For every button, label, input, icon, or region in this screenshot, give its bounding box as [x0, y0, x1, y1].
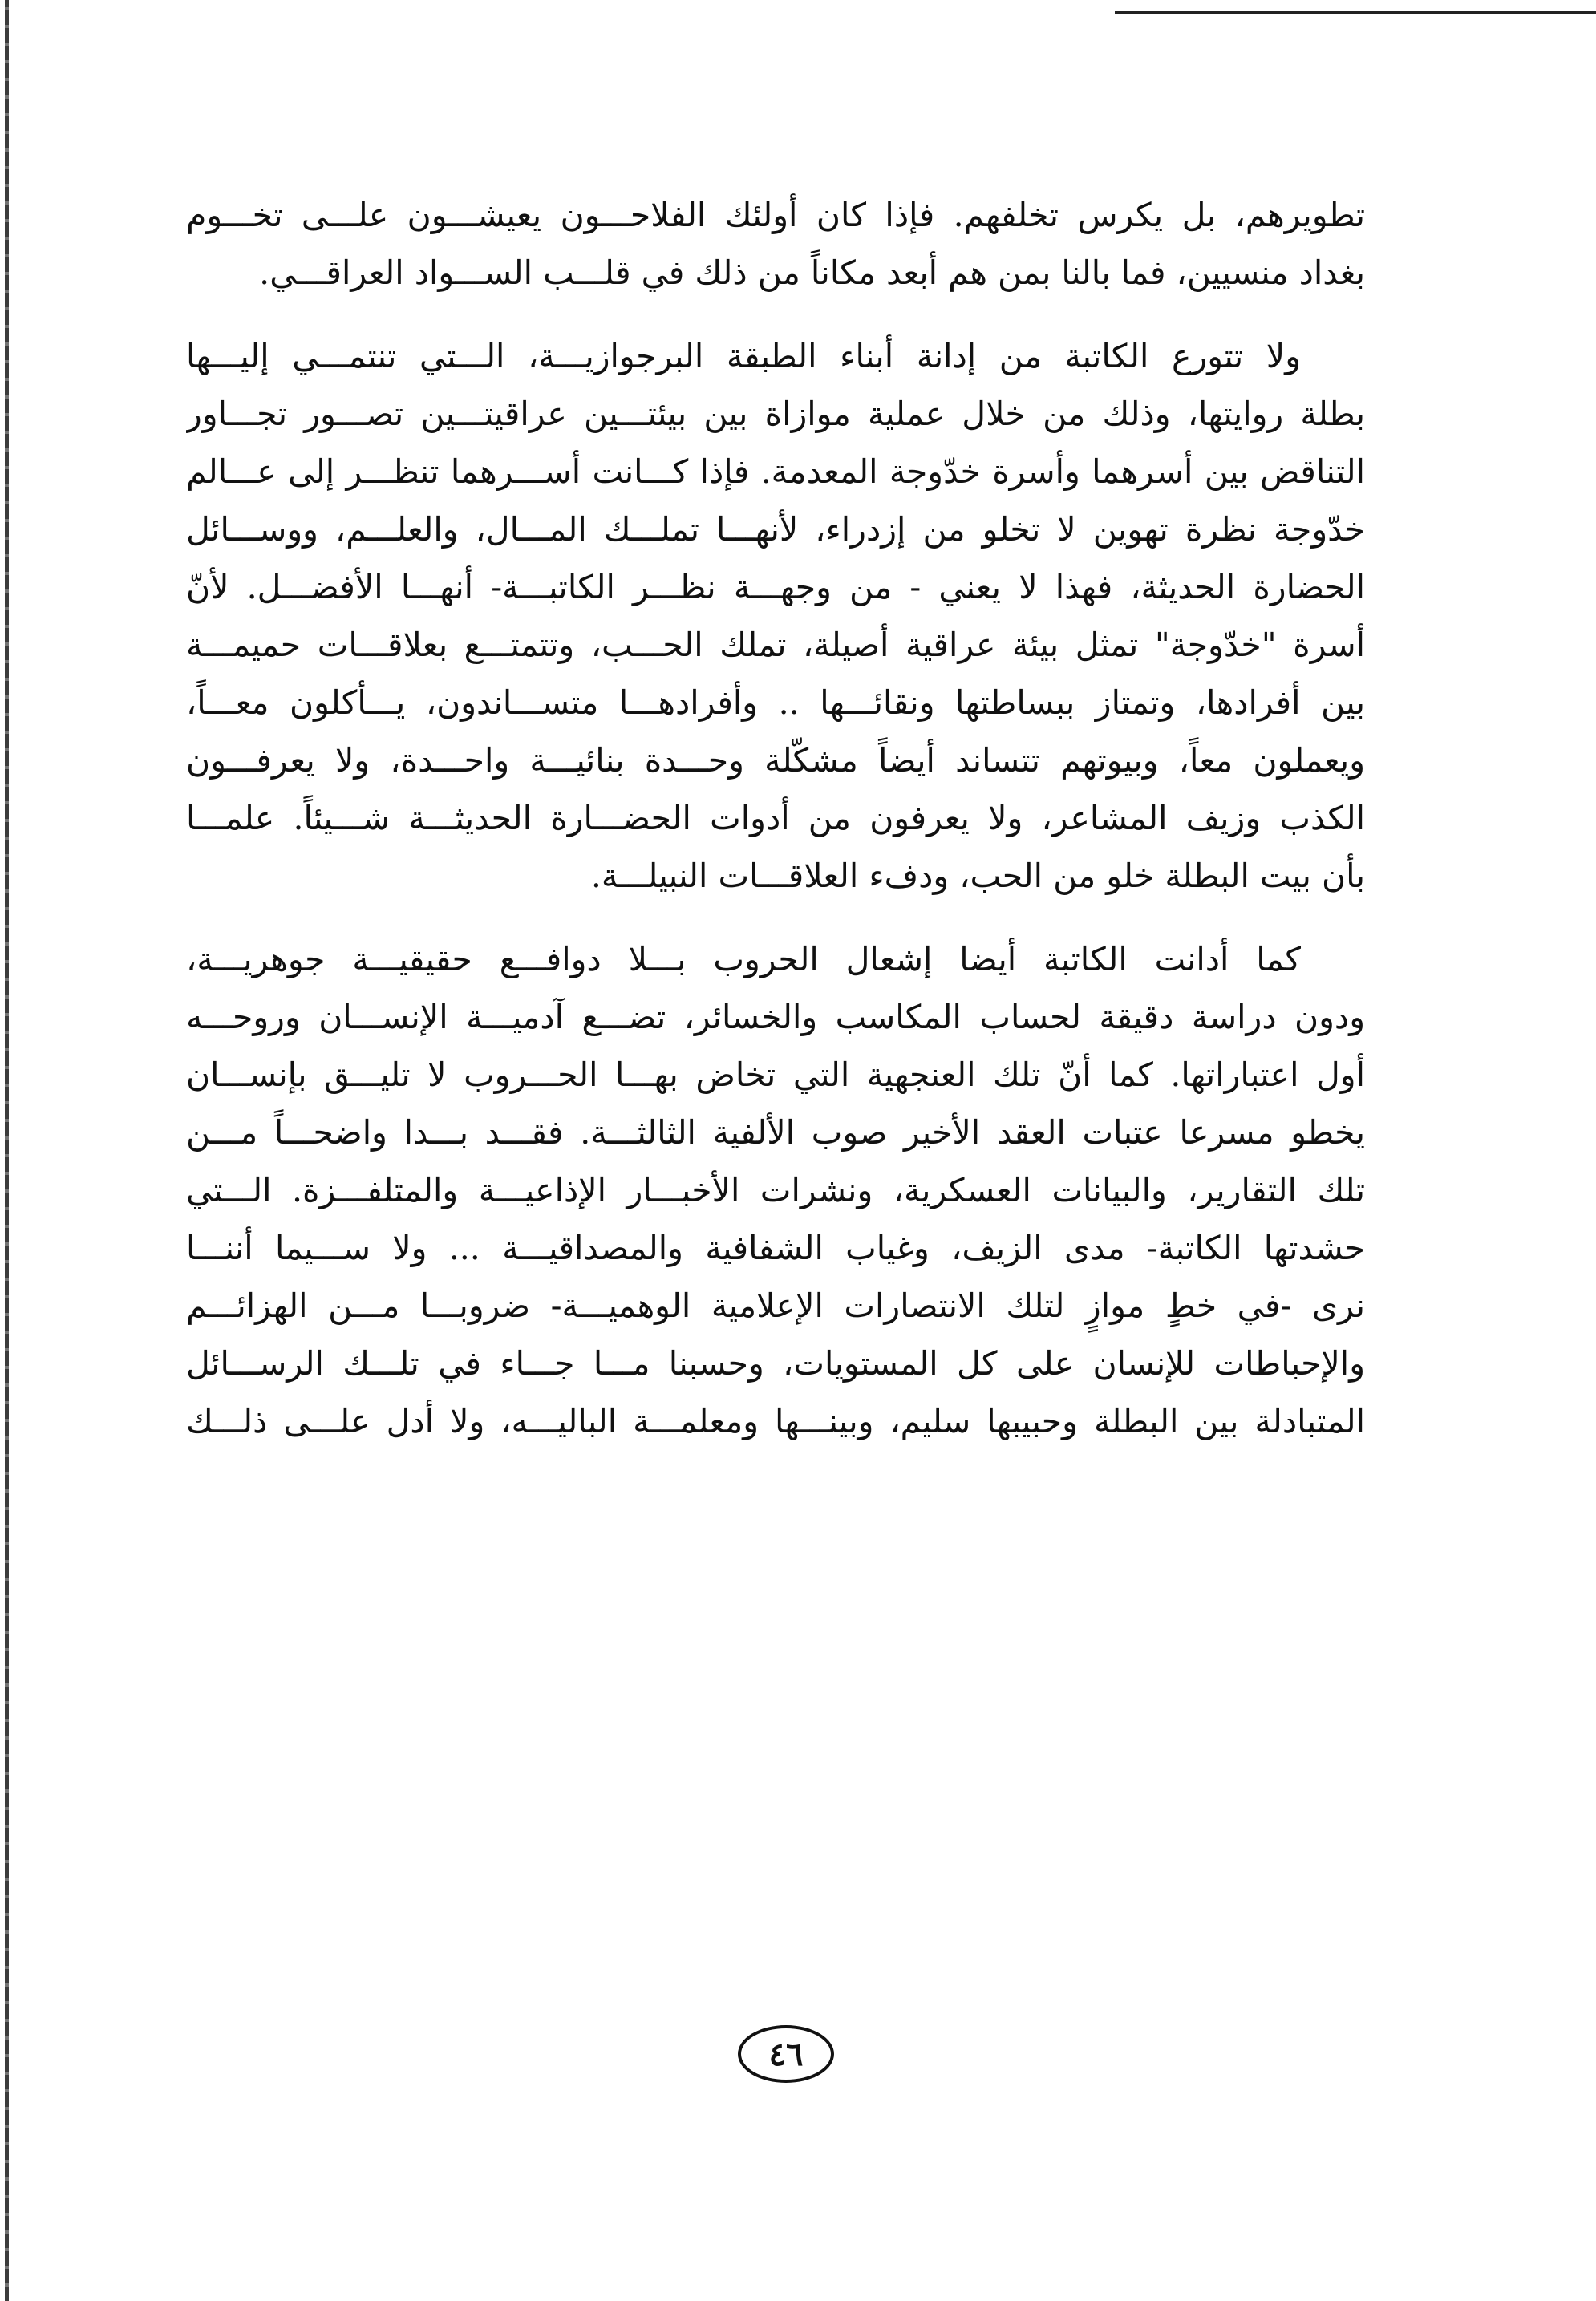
text-line: خدّوجة نظرة تهوين لا تخلو من إزدراء، لأنهـــا تملـــك المـــال، والعلـــم، ووســـائل: [186, 510, 1365, 549]
text-line: الحضارة الحديثة، فهذا لا يعني - من وجهـــة نظـــر الكاتبـــة- أنهـــا الأفضـــل. لأنّ: [186, 568, 1365, 606]
text-line: ولا تتورع الكاتبة من إدانة أبناء الطبقة البرجوازيـــة، الـــتي تنتمـــي إليـــها: [186, 337, 1301, 375]
text-line: المتبادلة بين البطلة وحبيبها سليم، وبينـــها ومعلمـــة الباليـــه، ولا أدل علـــى ذلـــك: [186, 1402, 1365, 1440]
text-line: بأن بيت البطلة خلو من الحب، ودفء العلاقـــات النبيلـــة.: [590, 857, 1365, 895]
text-line: بطلة روايتها، وذلك من خلال عملية موازاة بين بيئتـــين عراقيتـــين تصـــور تجـــاور: [186, 395, 1365, 433]
paragraph-gap: [186, 302, 1365, 327]
body-text: [186, 186, 1365, 1450]
text-line: حشدتها الكاتبة- مدى الزيف، وغياب الشفافية والمصداقيـــة ... ولا ســـيما أننـــا: [186, 1229, 1365, 1267]
text-line: أسرة "خدّوجة" تمثل بيئة عراقية أصيلة، تملك الحـــب، وتتمتـــع بعلاقـــات حميمـــة: [186, 626, 1365, 664]
scan-left-edge: [5, 0, 9, 2301]
text-line: كما أدانت الكاتبة أيضا إشعال الحروب بـــلا دوافـــع حقيقيـــة جوهريـــة،: [186, 940, 1301, 978]
top-edge-rule: [1115, 11, 1596, 14]
text-line: أول اعتباراتها. كما أنّ تلك العنجهية التي تخاض بهـــا الحـــروب لا تليـــق بإنســـان: [186, 1055, 1365, 1094]
text-line: الكذب وزيف المشاعر، ولا يعرفون من أدوات الحضـــارة الحديثـــة شـــيئاً. علمـــا: [186, 799, 1365, 837]
text-line: يخطو مسرعا عتبات العقد الأخير صوب الألفية الثالثـــة. فقـــد بـــدا واضحـــاً مـــن: [186, 1113, 1365, 1152]
text-line: التناقض بين أسرهما وأسرة خدّوجة المعدمة. فإذا كـــانت أســـرهما تنظـــر إلى عـــالم: [186, 452, 1365, 491]
text-line: تطويرهم، بل يكرس تخلفهم. فإذا كان أولئك الفلاحـــون يعيشـــون علـــى تخـــوم: [186, 196, 1365, 234]
text-line: ويعملون معاً، وبيوتهم تتساند أيضاً مشكّلة وحـــدة بنائيـــة واحـــدة، ولا يعرفـــون: [186, 741, 1365, 780]
text-line: تلك التقارير، والبيانات العسكرية، ونشرات الأخبـــار الإذاعيـــة والمتلفـــزة. الـــتي: [186, 1171, 1365, 1209]
text-line: ودون دراسة دقيقة لحساب المكاسب والخسائر، تضـــع آدميـــة الإنســـان وروحـــه: [186, 998, 1365, 1036]
text-line: نرى -في خطٍ موازٍ لتلك الانتصارات الإعلامية الوهميـــة- ضروبـــا مـــن الهزائـــم: [186, 1286, 1365, 1325]
page-number-badge: ٤٦: [738, 2025, 834, 2083]
text-line: بين أفرادها، وتمتاز ببساطتها ونقائـــها .. وأفرادهـــا متســـاندون، يـــأكلون معـــاً،: [186, 683, 1365, 722]
text-line: والإحباطات للإنسان على كل المستويات، وحسبنا مـــا جـــاء في تلـــك الرســـائل: [186, 1344, 1365, 1383]
paragraph-gap: [186, 905, 1365, 930]
text-line: بغداد منسيين، فما بالنا بمن هم أبعد مكاناً من ذلك في قلـــب الســـواد العراقـــي.: [259, 253, 1365, 292]
